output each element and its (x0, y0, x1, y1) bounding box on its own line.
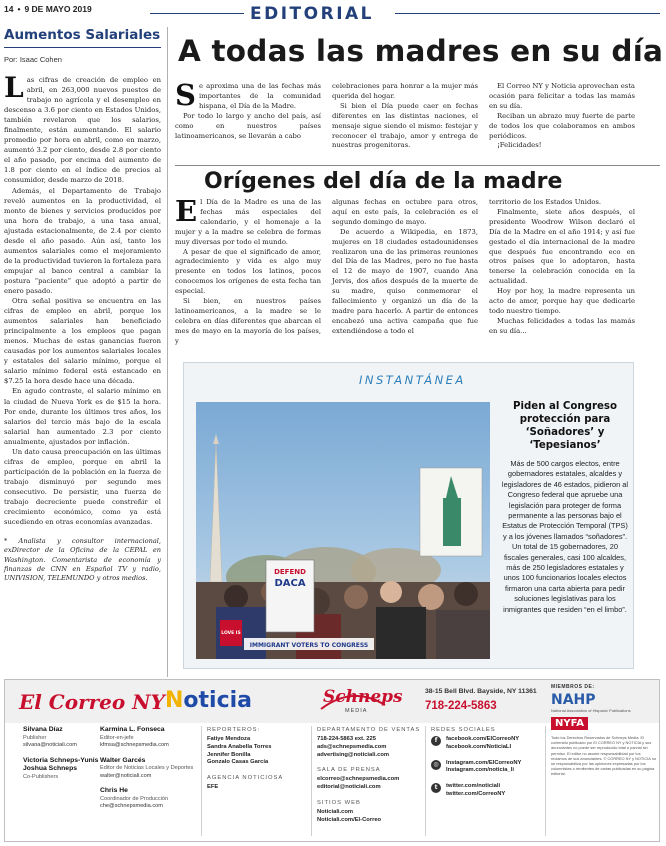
facebook-row[interactable] (431, 736, 543, 752)
small-sign-text: LOVE IS (221, 631, 241, 636)
issue-date: 9 DE MAYO 2019 (24, 4, 92, 14)
schneps-media-logo: Schneps MEDIA (317, 683, 389, 717)
noticia-logo: Noticia (165, 688, 253, 713)
flag-rule-right (395, 13, 660, 14)
protest-photo-illustration (196, 402, 490, 659)
section-flag: EDITORIAL (250, 4, 375, 24)
origins-article-columns (175, 194, 635, 347)
sales-email-link[interactable]: advertising@noticiali.com (317, 751, 390, 758)
instagram-icon: ◎ (431, 760, 441, 770)
column-divider (167, 27, 168, 677)
social-link[interactable]: facebook.com/NoticiaLI (446, 743, 512, 750)
staff-entry: Karmina L. Fonseca Editor-en-jefe kfmsa@schnepsmedia.com (100, 726, 169, 748)
nyfa-logo: NYFA (551, 717, 588, 730)
left-paragraph: Un dato causa preocupación en las últimas cifras de empleo, porque en abril la participación de la población en la fuerza de trabajo disminuyó por segundo mes consecutivo. De persistir, una fuerza de trabajo decreciente puede constreñir el crecimiento económico, como ya está sucediendo en otras economías avanzadas. (4, 447, 161, 527)
sales-email-link[interactable]: ads@schnepsmedia.com (317, 743, 387, 750)
press-heading: SALA DE PRENSA (317, 767, 381, 774)
left-paragraph: Además, el Departamento de Trabajo reveló aumentos en la productividad, el monto de bienes y servicios producidos por una hora de trabajo, a una tasa anual, ajustada estacionalmente, de 2.4 por ciento desde el año pasado. Aún así, tanto los aumentos salariales como el mejoramiento de la productividad tuvieron la fortaleza para empujar al banco central a cambiar la postura “paciente” que adoptó a partir de enero pasado. (4, 186, 161, 295)
page-number: 14 (4, 4, 14, 14)
staff-entry: Victoria Schneps-Yunis Joshua Schneps Co-Publishers (23, 756, 99, 780)
sales-heading: DEPARTAMENTO DE VENTAS (317, 727, 421, 733)
reporters-column (207, 726, 311, 792)
social-column (431, 726, 543, 807)
social-link[interactable]: twitter.com/CorreoNY (446, 790, 506, 797)
instantanea-box (183, 362, 634, 669)
social-link[interactable]: Instagram.com/noticia_li (446, 767, 514, 774)
instagram-row[interactable] (431, 760, 543, 776)
contact-column (317, 726, 425, 825)
folio-bullet: • (17, 4, 21, 14)
social-link[interactable]: twitter.com/noticiali (446, 783, 501, 790)
website-link[interactable]: Noticiali.com/El-Correo (317, 816, 382, 823)
left-paragraph: En agudo contraste, el salario mínimo en la ciudad de Nueva York es de $15 la hora. Por ende, durante los últimos tres años, los salarios del tercio más bajo de la escala salarial han aumentado 2.3 por ciento anualmente, ajustados por inflación. (4, 387, 161, 446)
left-article-title: Aumentos Salariales (4, 27, 161, 43)
twitter-row[interactable] (431, 783, 543, 799)
left-paragraph: Otra señal positiva se encuentra en las cifras de empleo en abril, porque los aumentos salariales han beneficiado principalmente a los empleos que pagan menos. Muchas de estas ganancias fueron causadas por los aumentos salariales locales y estatales del salario mínimo, porque el salario mínimo federal está estancado en $7.25 la hora desde hace una década. (4, 297, 161, 386)
sites-heading: SITIOS WEB (317, 799, 361, 806)
dropcap: E (175, 194, 198, 228)
staff-column-2 (100, 726, 198, 818)
main-headline: A todas las madres en su día (178, 34, 664, 68)
social-link[interactable]: Instagram.com/ElCorreoNY (446, 759, 522, 766)
website-link[interactable]: Noticiali.com (317, 808, 354, 815)
footer-divider (425, 726, 426, 836)
dropcap: L (4, 71, 24, 104)
members-column (551, 684, 657, 777)
origins-col-3: territorio de los Estados Unidos. Finalmente, siete años después, el presidente Woodrow Wilson declaró el Día de la Madre en el año 1914; y así fue gestado el día internacional de la madre que después fue encontrando eco en otros países que lo adoptaron, hasta tenerse la celebración conocida en la actualidad. Hoy por hoy, la madre representa un acto de amor, porque hay que dedicarle todo nuestro tiempo. Muchas felicidades a todas las mamás en su día... (489, 198, 635, 335)
reporter-name: Jennifer Bonilla (207, 751, 251, 758)
origins-headline: Orígenes del día de la madre (204, 169, 563, 194)
staff-entry: Chris He Coordinador de Producción che@schnepsmedia.com (100, 787, 169, 809)
press-email-link[interactable]: elcorreo@schnepsmedia.com (317, 776, 400, 783)
publisher-phone: 718-224-5863 (425, 700, 497, 712)
legal-fine-print: Todo los Derechos Reservados de Schneps Media. El contenido publicado por El CORREO NY y NOTICIA y sus anunciantes no puede ser reproducido total o parcial sin permiso. El editor no asume responsabilidad por los reclamos de sus anunciantes. © CORREO NY y NOTICIA no se responsabiliza por las opiniones expresadas por los columnistas o remitentes de cartas publicadas en su página editorial. (551, 735, 657, 777)
origins-col-2: algunas fechas en octubre para otros, aquí en este país, la celebración es el segundo domingo de mayo. De acuerdo a Wikipedia, en 1873, mujeres en 18 ciudades estadounidenses realizaron una de las primeras reuniones del Día de las Madres, pero no fue hasta el 12 de mayo de 1907, cuando Ana Jervis, dos años después de la muerte de su madre, quiso conmemorar el fallecimiento y organizó un día de la madre para hacerlo. A partir de entonces encabezó una activa campaña que fue extendiéndose a todo el (332, 198, 478, 335)
footer-divider (545, 726, 546, 836)
social-link[interactable]: facebook.com/ElCorreoNY (446, 736, 520, 742)
agency-heading: AGENCIA NOTICIOSA (207, 775, 284, 782)
main-article-columns (175, 78, 635, 151)
members-heading: MIEMBROS DE: (551, 684, 595, 690)
flag-rule-left (150, 13, 244, 14)
reporter-name: Sandra Anabella Torres (207, 743, 272, 750)
left-article-rule (4, 47, 161, 48)
main-col-2: celebraciones para honrar a la mujer más querida del hogar. Si bien el Día puede caer en fechas diferentes en las distintas naciones, el mensaje sigue siendo el mismo: festejar y reconocer el trabajo, amor y entrega de nuestras progenitoras. (332, 82, 478, 150)
agency-name: EFE (207, 784, 219, 791)
el-correo-logo: El Correo NY (19, 690, 165, 714)
left-article-body (4, 71, 161, 527)
reporters-heading: REPORTEROS: (207, 727, 261, 733)
author-note: * Analista y consultor internacional, exDirector de la Oficina de la CEPAL en Washington. Comentarista de economía y finanzas de CNN en Español TV y radio, UNIVISION, TELEMUNDO y otros medios. (4, 537, 161, 582)
daca-sign-text-2: DACA (274, 578, 306, 589)
daca-sign-text-1: DEFEND (274, 568, 306, 576)
left-article-byline: Por: Isaac Cohen (4, 55, 62, 64)
folio (4, 4, 96, 14)
left-paragraph: Las cifras de creación de empleo en abril, en 263,000 nuevos puestos de trabajo no agrícola y el desempleo en descenso a 3.6 por ciento en Estados Unidos, también revelaron que los salarios, finalmente, están aumentando. El salario promedio por hora en abril, como en marzo, aumentó 3.2 por ciento, desde 2.8 por ciento el año pasado, por encima del aumento de 1.8 por ciento en el índice de precios al consumidor, desde marzo de 2018. (4, 71, 161, 185)
nahp-logo: NAHP (551, 692, 596, 708)
main-col-3: El Correo NY y Noticia aprovechan esta ocasión para felicitar a todas las mamás en su día. Reciban un abrazo muy fuerte de parte de todos los que colaboramos en ambos periódicos. ¡Felicidades! (489, 82, 635, 150)
origins-col-1: El Día de la Madre es una de las fechas más especiales del calendario, y el homenaje a la mujer y a la madre se celebra de formas muy diversas por todo el mundo. A pesar de que el significado de amor, agradecimiento y vida es algo muy presente en todos los latinos, pocos conocemos los orígenes de esta fecha tan especial. Si bien, en nuestros países latinoamericanos, a la madre se le celebra en días diferentes que abarcan el mes de mayo en la mayoría de los países, y (175, 194, 321, 345)
facebook-icon: f (431, 736, 441, 746)
footer-divider (201, 726, 202, 836)
publisher-address: 38-15 Bell Blvd. Bayside, NY 11361 (425, 688, 537, 695)
social-heading: REDES SOCIALES (431, 727, 496, 733)
nahp-subtitle: National Association of Hispanic Publications (551, 708, 631, 713)
section-rule (175, 165, 660, 166)
main-col-1: Se aproxima una de las fechas más importantes de la comunidad hispana, el Día de la Madre. Por todo lo largo y ancho del país, así como en nuestros países latinoamericanos, se llevarán a cabo (175, 78, 321, 140)
masthead-footer (4, 679, 660, 842)
caption-title: Piden al Congreso protección para ‘Soñadores’ y ‘Tepesianos’ (513, 401, 617, 451)
footer-divider (311, 726, 312, 836)
twitter-icon: t (431, 783, 441, 793)
dropcap: S (175, 78, 196, 112)
banner-text: IMMIGRANT VOTERS TO CONGRESS (249, 642, 369, 649)
staff-column-1 (23, 726, 109, 788)
caption-body: Más de 500 cargos electos, entre gobernadores estatales, alcaldes y legisladores de 46 estados, pidieron al Congreso federal que apruebe una legislación para proteger de forma permanente a las personas bajo el Estatus de Protección Temporal (TPS) y a los jóvenes llamados “soñadores”. Un total de 15 gobernadores, 20 fiscales generales, casi 100 alcaldes, más de 250 legisladores estatales y unos 100 funcionarios locales electos firmaron una carta abierta para pedir soluciones legislativas para los inmigrantes que residen “en el limbo”. (501, 459, 629, 614)
sales-phone: 718-224-5863 ext. 225 (317, 736, 376, 742)
reporter-name: Gonzalo Casas García (207, 759, 269, 766)
left-article (4, 27, 161, 583)
monument-shape (210, 442, 222, 582)
monument-tip (213, 434, 219, 444)
protest-photo (196, 402, 490, 659)
reporter-name: Fatiye Mendoza (207, 736, 251, 742)
staff-entry: Silvana Díaz Publisher silvana@noticiali.com (23, 726, 77, 748)
staff-entry: Walter Garcés Editor de Noticias Locales y Deportes walter@noticiali.com (100, 756, 194, 779)
instantanea-label: INSTANTÁNEA (359, 373, 466, 387)
press-email-link[interactable]: editorial@noticiali.com (317, 784, 381, 791)
